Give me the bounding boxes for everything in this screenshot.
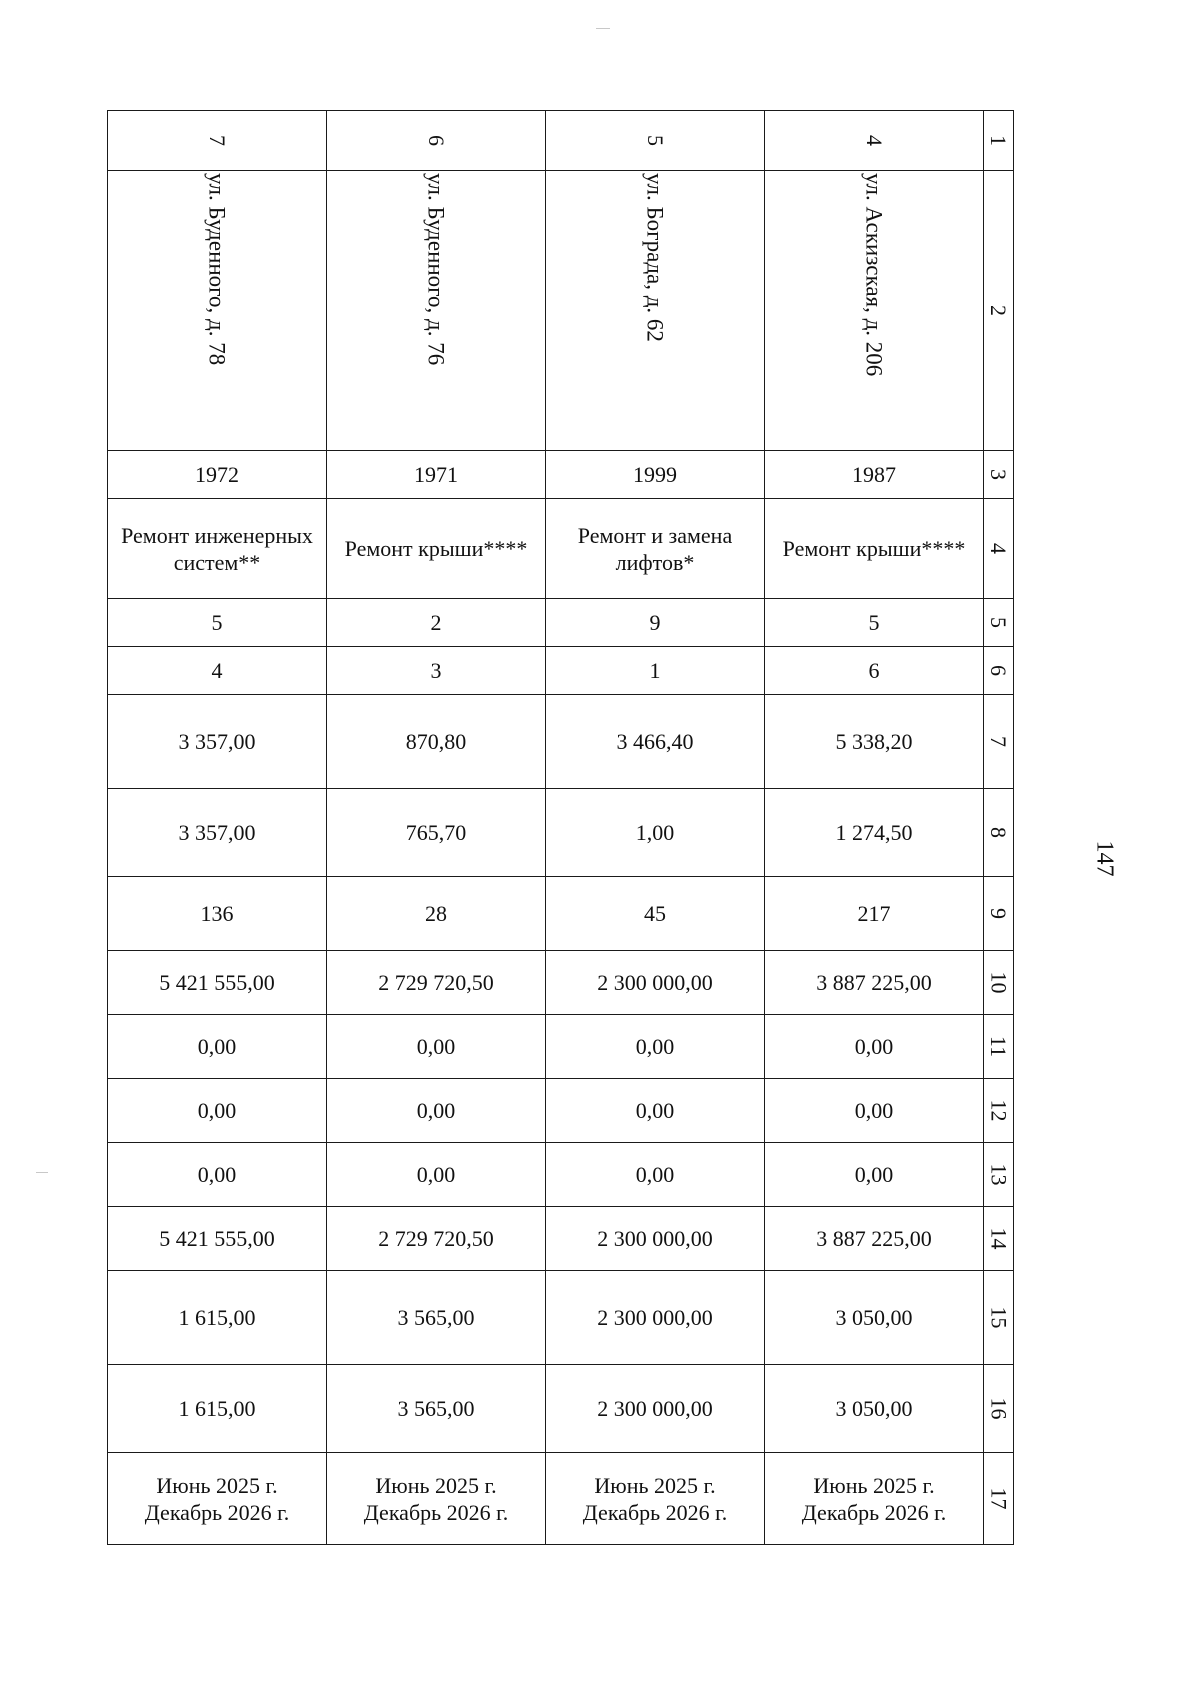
cell-value: 0,00	[108, 1079, 327, 1143]
cell-value: 3 887 225,00	[765, 951, 984, 1015]
table-row-col16	[108, 1365, 1014, 1453]
table-row-number	[108, 111, 1014, 171]
cell-year: 1972	[108, 451, 327, 499]
table-row-col12	[108, 1079, 1014, 1143]
cell-value: 217	[765, 877, 984, 951]
cell-value: 2 300 000,00	[546, 1207, 765, 1271]
cell-address: ул. Бограда, д. 62	[546, 171, 765, 451]
cell-value: 0,00	[108, 1015, 327, 1079]
cell-work-type: Ремонт и замена лифтов*	[546, 499, 765, 599]
cell-value: 2	[327, 599, 546, 647]
cell-value: 136	[108, 877, 327, 951]
table-row-col9	[108, 877, 1014, 951]
cell-value: 2 300 000,00	[546, 1271, 765, 1365]
cell-value: 1 615,00	[108, 1365, 327, 1453]
cell-row-number: 7	[108, 111, 327, 171]
table-row-col8	[108, 789, 1014, 877]
cell-address: ул. Буденного, д. 76	[327, 171, 546, 451]
cell-address: ул. Аскизская, д. 206	[765, 171, 984, 451]
table-row-col11	[108, 1015, 1014, 1079]
column-number: 2	[984, 171, 1014, 451]
column-number: 1	[984, 111, 1014, 171]
cell-work-type: Ремонт инженерных систем**	[108, 499, 327, 599]
cell-value: 3 466,40	[546, 695, 765, 789]
cell-value: 5 338,20	[765, 695, 984, 789]
column-number: 6	[984, 647, 1014, 695]
cell-value: 0,00	[765, 1015, 984, 1079]
cell-value: 3	[327, 647, 546, 695]
cell-value: 3 050,00	[765, 1271, 984, 1365]
table-row-col10	[108, 951, 1014, 1015]
cell-value: 45	[546, 877, 765, 951]
column-number: 13	[984, 1143, 1014, 1207]
cell-row-number: 4	[765, 111, 984, 171]
cell-row-number: 6	[327, 111, 546, 171]
cell-value: 0,00	[327, 1015, 546, 1079]
column-number: 3	[984, 451, 1014, 499]
column-number: 11	[984, 1015, 1014, 1079]
cell-value: 28	[327, 877, 546, 951]
cell-value: 3 565,00	[327, 1365, 546, 1453]
column-number: 17	[984, 1453, 1014, 1545]
table-row-year	[108, 451, 1014, 499]
column-number: 16	[984, 1365, 1014, 1453]
scan-mark-left	[36, 1172, 48, 1173]
table-row-work-type	[108, 499, 1014, 599]
cell-address: ул. Буденного, д. 78	[108, 171, 327, 451]
cell-value: 0,00	[765, 1079, 984, 1143]
table-row-term	[108, 1453, 1014, 1545]
cell-value: 765,70	[327, 789, 546, 877]
column-number: 7	[984, 695, 1014, 789]
cell-term: Июнь 2025 г. Декабрь 2026 г.	[765, 1453, 984, 1545]
cell-value: 1	[546, 647, 765, 695]
cell-value: 9	[546, 599, 765, 647]
cell-value: 2 729 720,50	[327, 951, 546, 1015]
cell-value: 0,00	[546, 1143, 765, 1207]
cell-value: 0,00	[327, 1143, 546, 1207]
cell-value: 5 421 555,00	[108, 951, 327, 1015]
table-row-col15	[108, 1271, 1014, 1365]
table-row-col13	[108, 1143, 1014, 1207]
cell-value: 2 300 000,00	[546, 1365, 765, 1453]
cell-value: 6	[765, 647, 984, 695]
cell-work-type: Ремонт крыши****	[327, 499, 546, 599]
cell-value: 5 421 555,00	[108, 1207, 327, 1271]
cell-value: 0,00	[546, 1015, 765, 1079]
document-table	[107, 110, 1014, 1545]
table-row-col6	[108, 647, 1014, 695]
cell-value: 0,00	[546, 1079, 765, 1143]
cell-value: 5	[108, 599, 327, 647]
table-row-col14	[108, 1207, 1014, 1271]
cell-term: Июнь 2025 г. Декабрь 2026 г.	[327, 1453, 546, 1545]
page-number: 147	[1091, 840, 1118, 877]
cell-value: 0,00	[327, 1079, 546, 1143]
cell-term: Июнь 2025 г. Декабрь 2026 г.	[108, 1453, 327, 1545]
cell-value: 1,00	[546, 789, 765, 877]
column-number: 12	[984, 1079, 1014, 1143]
cell-value: 3 050,00	[765, 1365, 984, 1453]
column-number: 14	[984, 1207, 1014, 1271]
cell-value: 870,80	[327, 695, 546, 789]
cell-value: 3 887 225,00	[765, 1207, 984, 1271]
cell-value: 3 357,00	[108, 789, 327, 877]
cell-value: 5	[765, 599, 984, 647]
cell-value: 3 565,00	[327, 1271, 546, 1365]
column-number: 8	[984, 789, 1014, 877]
cell-year: 1999	[546, 451, 765, 499]
column-number: 9	[984, 877, 1014, 951]
cell-year: 1971	[327, 451, 546, 499]
cell-value: 3 357,00	[108, 695, 327, 789]
cell-value: 2 300 000,00	[546, 951, 765, 1015]
cell-value: 0,00	[765, 1143, 984, 1207]
cell-row-number: 5	[546, 111, 765, 171]
table-row-col7	[108, 695, 1014, 789]
column-number: 4	[984, 499, 1014, 599]
column-number: 15	[984, 1271, 1014, 1365]
cell-value: 1 615,00	[108, 1271, 327, 1365]
table-row-address	[108, 171, 1014, 451]
cell-work-type: Ремонт крыши****	[765, 499, 984, 599]
cell-value: 4	[108, 647, 327, 695]
cell-value: 0,00	[108, 1143, 327, 1207]
cell-value: 2 729 720,50	[327, 1207, 546, 1271]
cell-value: 1 274,50	[765, 789, 984, 877]
column-number: 10	[984, 951, 1014, 1015]
scan-mark-top	[596, 28, 610, 29]
cell-term: Июнь 2025 г. Декабрь 2026 г.	[546, 1453, 765, 1545]
column-number: 5	[984, 599, 1014, 647]
cell-year: 1987	[765, 451, 984, 499]
table-row-col5	[108, 599, 1014, 647]
